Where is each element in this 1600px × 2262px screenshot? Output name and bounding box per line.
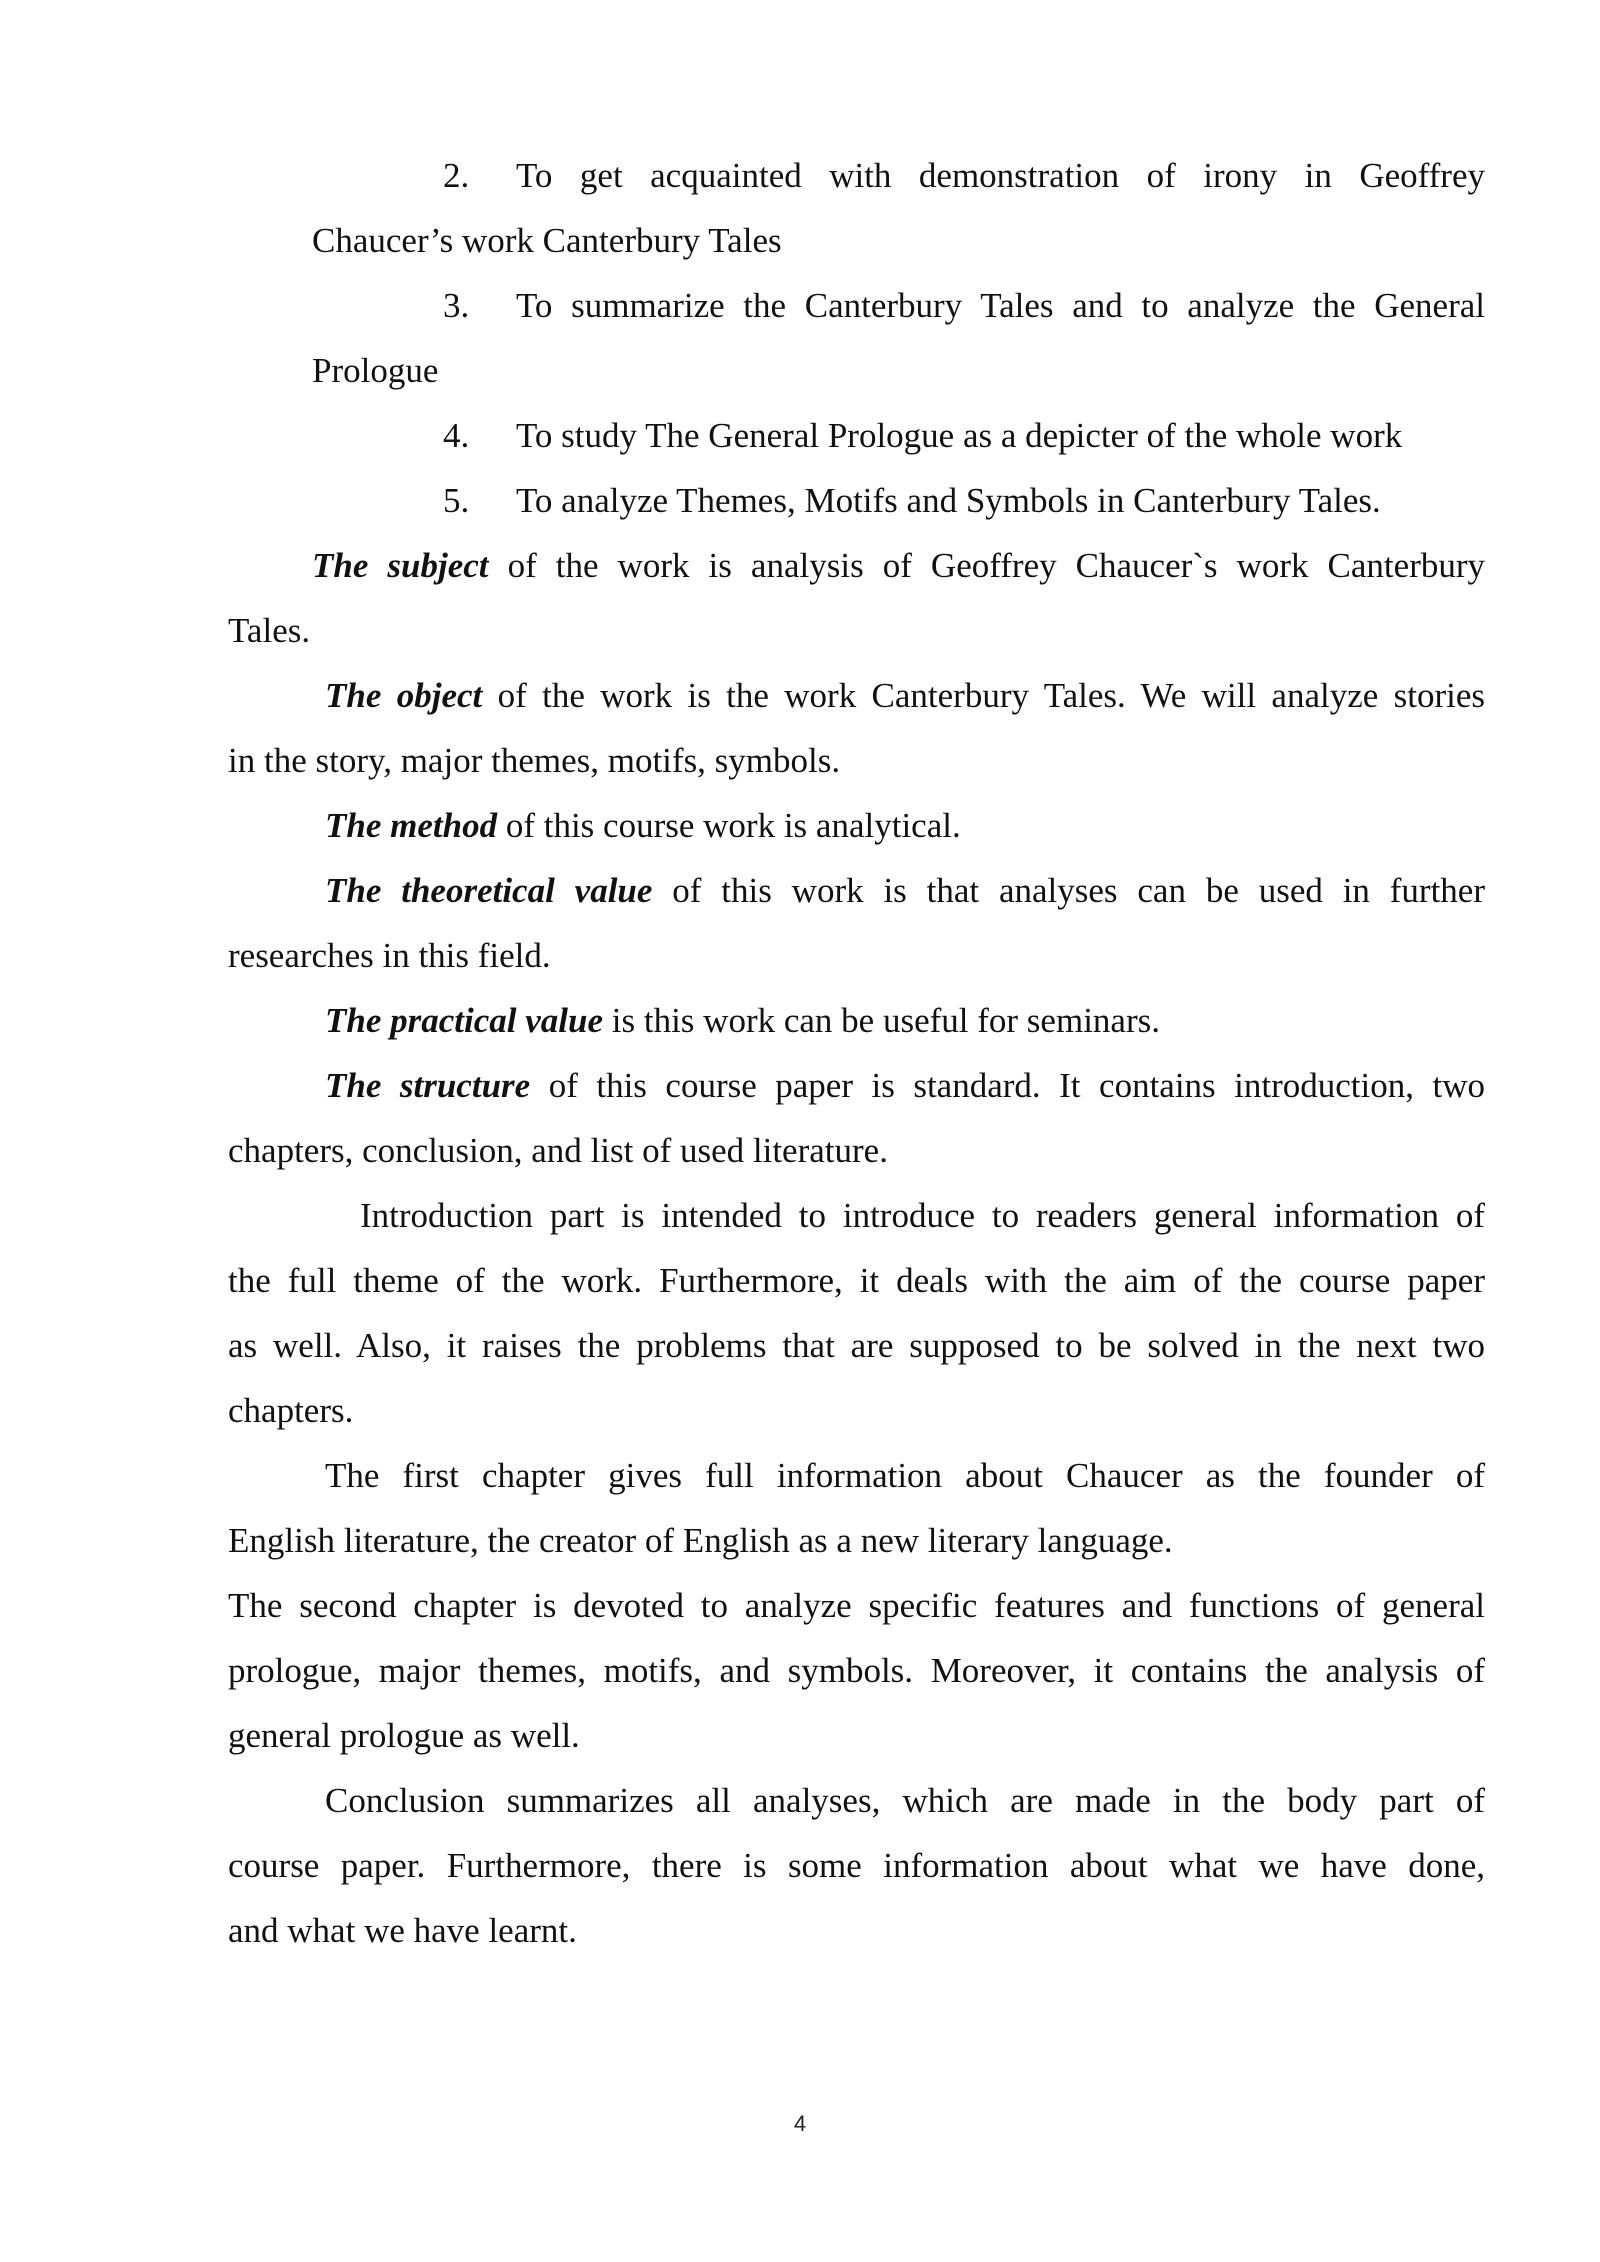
paragraph-line: prologue, major themes, motifs, and symbols. Moreover, it contains the analysis of: [228, 1651, 1485, 1690]
paragraph-line: the full theme of the work. Furthermore, it deals with the aim of the course paper: [228, 1261, 1485, 1300]
structure-paragraph: [228, 1053, 1485, 1183]
object-label: The object: [325, 676, 483, 715]
object-paragraph: [228, 663, 1485, 793]
paragraph-line: general prologue as well.: [228, 1716, 580, 1755]
theoretical-value-paragraph: [228, 858, 1485, 988]
paragraph-line: as well. Also, it raises the problems that are supposed to be solved in the next two: [228, 1326, 1485, 1365]
theoretical-value-text: of this work is that analyses can be used in further: [652, 871, 1485, 910]
list-item: [443, 403, 1485, 468]
paragraph-line: Introduction part is intended to introduce to readers general information of: [360, 1196, 1485, 1235]
list-text: To get acquainted with demonstration of irony in Geoffrey: [516, 156, 1485, 195]
page-body: [228, 143, 1485, 1963]
objectives-list: [228, 143, 1485, 533]
list-item: [443, 273, 1485, 338]
list-item: [443, 468, 1485, 533]
paragraph-line: chapters.: [228, 1391, 354, 1430]
paragraph-line: [228, 1053, 1485, 1118]
paragraph-line: English literature, the creator of English as a new literary language.: [228, 1521, 1173, 1560]
paragraph-line: [228, 533, 1485, 598]
list-text: To analyze Themes, Motifs and Symbols in Canterbury Tales.: [516, 481, 1381, 520]
list-number: 4.: [443, 416, 470, 455]
list-item-continuation: Prologue: [312, 351, 439, 390]
practical-value-label: The practical value: [325, 1001, 604, 1040]
second-chapter-paragraph: [228, 1573, 1485, 1768]
paragraph-line: Tales.: [228, 611, 311, 650]
subject-text: of the work is analysis of Geoffrey Chaucer`s work Canterbury: [488, 546, 1485, 585]
object-text: of the work is the work Canterbury Tales. We will analyze stories: [482, 676, 1485, 715]
method-text: of this course work is analytical.: [497, 806, 961, 845]
first-chapter-paragraph: [228, 1443, 1485, 1573]
practical-value-text: is this work can be useful for seminars.: [603, 1001, 1160, 1040]
conclusion-paragraph: [228, 1768, 1485, 1963]
list-number: 2.: [443, 156, 470, 195]
list-item: [443, 143, 1485, 208]
paragraph-line: [228, 858, 1485, 923]
subject-paragraph: [228, 533, 1485, 663]
list-number: 3.: [443, 286, 470, 325]
paragraph-line: in the story, major themes, motifs, symbols.: [228, 741, 841, 780]
paragraph-line: [228, 988, 1485, 1053]
method-paragraph: [228, 793, 1485, 858]
method-label: The method: [325, 806, 498, 845]
page-number: 4: [793, 2111, 807, 2136]
practical-value-paragraph: [228, 988, 1485, 1053]
structure-label: The structure: [325, 1066, 531, 1105]
theoretical-value-label: The theoretical value: [325, 871, 653, 910]
paragraph-line: The second chapter is devoted to analyze specific features and functions of general: [228, 1586, 1485, 1625]
paragraph-line: researches in this field.: [228, 936, 551, 975]
list-text: To study The General Prologue as a depicter of the whole work: [516, 416, 1403, 455]
paragraph-line: and what we have learnt.: [228, 1911, 577, 1950]
list-item-continuation: Chaucer’s work Canterbury Tales: [312, 221, 782, 260]
list-number: 5.: [443, 481, 470, 520]
structure-text: of this course paper is standard. It contains introduction, two: [530, 1066, 1486, 1105]
paragraph-line: chapters, conclusion, and list of used literature.: [228, 1131, 888, 1170]
paragraph-line: course paper. Furthermore, there is some information about what we have done,: [228, 1846, 1485, 1885]
introduction-paragraph: [228, 1183, 1485, 1443]
subject-label: The subject: [312, 546, 489, 585]
list-text: To summarize the Canterbury Tales and to analyze the General: [516, 286, 1485, 325]
paragraph-line: [228, 793, 1485, 858]
paragraph-line: [228, 663, 1485, 728]
paragraph-line: The first chapter gives full information about Chaucer as the founder of: [325, 1456, 1485, 1495]
paragraph-line: Conclusion summarizes all analyses, which are made in the body part of: [325, 1781, 1485, 1820]
